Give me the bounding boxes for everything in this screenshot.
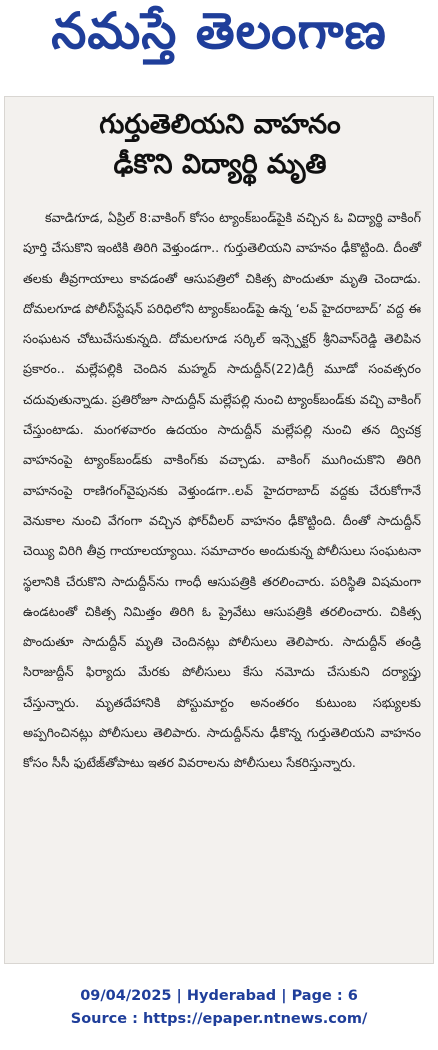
newspaper-masthead: నమస్తే తెలంగాణ	[51, 1, 387, 60]
article-body: కవాడిగూడ, ఏప్రిల్ 8:వాకింగ్ కోసం ట్యాంక్‌బండ్‌పైకి వచ్చిన ఓ విద్యార్థి వాకింగ్ పూర్తి చేసుకొని ఇంటికి తిరిగి వెళ్తుండగా.. గుర్తుతెలియని వాహనం ఢీకొట్టింది. దీంతో తలకు తీవ్రగాయాలు కావడంతో ఆసుపత్రిలో చికిత్స పొందుతూ మృతి చెందాడు. దోమలగూడ పోలీస్‌స్టేషన్ పరిధిలోని ట్యాంక్‌బండ్‌పై ఉన్న ‘లవ్ హైదరాబాద్’ వద్ద ఈ సంఘటన చోటుచేసుకున్నది. దోమలగూడ సర్కిల్ ఇన్స్పెక్టర్ శ్రీనివాస్‌రెడ్డి తెలిపిన ప్రకారం.. మల్లేపల్లికి చెందిన మహ్మద్ సాదుద్దీన్(22)డిగ్రీ మూడో సంవత్సరం చదువుతున్నాడు. ప్రతిరోజూ సాదుద్దీన్ మల్లేపల్లి నుంచి ట్యాంక్‌బండ్‌కు వచ్చి వాకింగ్ చేస్తుంటాడు. మంగళవారం ఉదయం సాదుద్దీన్ మల్లేపల్లి నుంచి తన ద్విచక్ర వాహనంపై ట్యాంక్‌బండ్‌కు వాకింగ్‌కు వచ్చాడు. వాకింగ్ ముగించుకొని తిరిగి వాహనంపై రాణిగంగ్‌వైపునకు వెళ్తుండగా..లవ్ హైదరాబాద్ వద్దకు చేరుకోగానే వెనుకాల నుంచి వేగంగా వచ్చిన ఫోర్‌వీలర్ వాహనం ఢీకొట్టింది. దీంతో సాదుద్దీన్ చెయ్యి విరిగి తీవ్ర గాయాలయ్యాయి. సమాచారం అందుకున్న పోలీసులు సంఘటనా స్థలానికి చేరుకొని సాదుద్దీన్‌ను గాంధీ ఆసుపత్రికి తరలించారు. పరిస్థితి విషమంగా ఉండటంతో చికిత్స నిమిత్తం తిరిగి ఓ ప్రైవేటు ఆసుపత్రికి తరలించారు. చికిత్స పొందుతూ సాదుద్దీన్ మృతి చెందినట్లు పోలీసులు తెలిపారు. సాదుద్దీన్ తండ్రి సిరాజుద్దీన్ ఫిర్యాదు మేరకు పోలీసులు కేసు నమోదు చేసుకుని దర్యాప్తు చేస్తున్నారు. మృతదేహానికి పోస్టుమార్టం అనంతరం కుటుంబ సభ్యులకు అప్పగించినట్లు పోలీసులు తెలిపారు. సాదుద్దీన్‌ను ఢీకొన్న గుర్తుతెలియని వాహనం కోసం సీసీ ఫుటేజ్‌తోపాటు ఇతర వివరాలను పోలీసులు సేకరిస్తున్నారు.	[23, 210, 421, 771]
news-clipping	[4, 96, 434, 964]
headline-line-2: ఢీకొని విద్యార్థి మృతి	[113, 149, 327, 180]
edition-info: 09/04/2025 | Hyderabad | Page : 6	[80, 988, 358, 1004]
source-link: Source : https://epaper.ntnews.com/	[70, 1011, 368, 1027]
headline-line-1: గుర్తుతెలియని వాహనం	[99, 109, 341, 140]
